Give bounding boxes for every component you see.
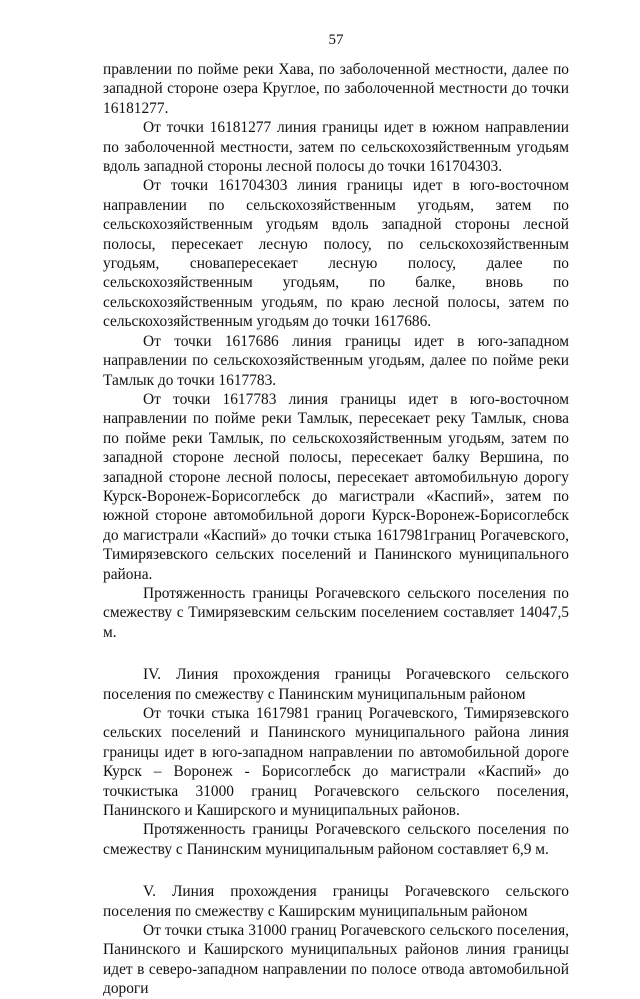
paragraph: От точки 161704303 линия границы идет в юго-восточном направлении по сельскохозяйственным угодьям, затем по сельскохозяйственным угодьям вдоль западной стороны лесной полосы, пересекает лесную полосу, по сельскохозяйственным угодьям, сновапересекает лесную полосу, далее по сельскохозяйственным угодьям, по балке, вновь по сельскохозяйственным угодьям, по краю лесной полосы, затем по сельскохозяйственным угодьям до точки 1617686. (103, 177, 569, 331)
page-number: 57 (328, 32, 344, 48)
paragraph: От точки 16181277 линия границы идет в южном направлении по заболоченной местности, затем по сельскохозяйственным угодьям вдоль западной стороны лесной полосы до точки 161704303. (103, 119, 569, 176)
paragraph-continuation: правлении по пойме реки Хава, по заболоченной местности, далее по западной стороне озера Круглое, по заболоченной местности до точки 16181277. (103, 61, 569, 117)
paragraph: От точки 1617783 линия границы идет в юго-восточном направлении по пойме реки Тамлык, пересекает реку Тамлык, снова по пойме реки Тамлык, по сельскохозяйственным угодьям, затем по западной стороне лесной полосы, пересекает балку Вершина, по западной стороне лесной полосы, пересекает автомобильную дорогу Курск-Воронеж-Борисоглебск до магистрали «Каспий», затем по южной стороне автомобильной дороги Курск-Воронеж-Борисоглебск до магистрали «Каспий» до точки стыка 1617981границ Рогачевского, Тимирязевского сельских поселений и Панинского муниципального района. (103, 390, 569, 583)
paragraph: От точки стыка 31000 границ Рогачевского сельского поселения, Панинского и Каширского муниципальных районов линия границы идет в северо-западном направлении по полосе отвода автомобильной дороги (103, 922, 569, 998)
document-body (103, 60, 569, 999)
paragraph: От точки стыка 1617981 границ Рогачевского, Тимирязевского сельских поселений и Панинского муниципального района линия границы идет в юго-западном направлении по автомобильной дороге Курск – Воронеж - Борисоглебск до магистрали «Каспий» до точкистыка 31000 границ Рогачевского сельского поселения, Панинского и Каширского и муниципальных районов. (103, 705, 569, 820)
section-heading-iv: IV. Линия прохождения границы Рогачевского сельского поселения по смежеству с Панинским муниципальным районом (103, 666, 569, 703)
paragraph: Протяженность границы Рогачевского сельского поселения по смежеству с Панинским муниципальным районом составляет 6,9 м. (103, 821, 569, 858)
paragraph: Протяженность границы Рогачевского сельского поселения по смежеству с Тимирязевским сельским поселением составляет 14047,5 м. (103, 584, 569, 641)
paragraph: От точки 1617686 линия границы идет в юго-западном направлении по сельскохозяйственным угодьям, далее по пойме реки Тамлык до точки 1617783. (103, 332, 569, 389)
section-heading-v: V. Линия прохождения границы Рогачевского сельского поселения по смежеству с Каширским муниципальным районом (103, 883, 569, 920)
